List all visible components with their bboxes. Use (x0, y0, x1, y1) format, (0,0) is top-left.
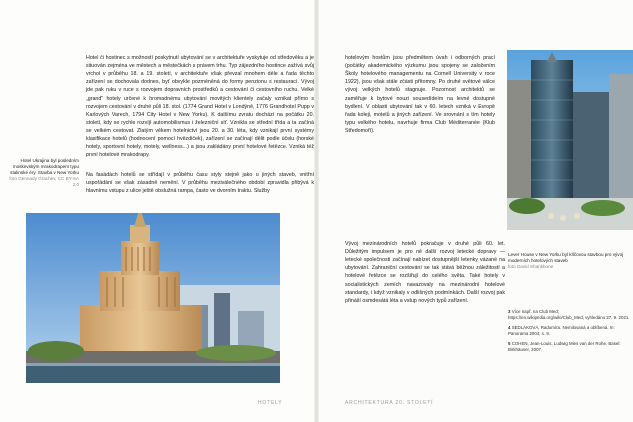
hotel-ukraina-caption-title: Hotel Ukrajina byl posledním moskevským mrakodrapem typu stalinské éry. Stavba v New Yorku (10, 158, 79, 175)
footnote (508, 309, 633, 321)
lever-house-photo (507, 50, 633, 230)
lever-house-caption-credit: foto David Shankbone (508, 264, 554, 269)
footnote-text: SEDLÁKOVÁ, Radomíra. Nemilovaná a oblíbená. In: Panorama 2004, s. 9. (508, 325, 615, 336)
footnote-number: 5 (508, 341, 511, 346)
footnote-number: 4 (508, 325, 511, 330)
right-column-text: hotelovým hostům jsou předmětem úvah i odborných prací (počátky akademického výzkumu jsou spojeny se založením Školy hotelového managementu na Cornell University v roce 1922), jsou však stále zčásti přítomny. Po druhé světové válce vývoj velkých hotelů stagnuje. Pozornost architektů se zaměřuje k bytové nouzi sousedídeím na levné dostupné bydlení. V oblasti ubytování tak v 60. letech vzniká v Evropě řada koleji, motelů a jiných zařízení. Ve srovnání s tím hotely typu velkého hotelu, navrhuje firma Club Méditerranée (Klub Středomoří). (345, 55, 495, 134)
hotel-ukraina-photo (26, 213, 280, 383)
running-head-left: HOTELY (258, 400, 283, 406)
footnote (508, 325, 633, 337)
right-column-text-wide: Vývoj mezinárodních hotelů pokračuje v druhé půli 60. let. Důležitým impulsem je pro ně další rozvoj letecké dopravy — letecké společnosti začínají nabízet dostupnější letenky vázané na ubytování. Zahraniční cestování se tak stává běžnou záležitostí a hotelové řetězce se rozšiřují do celého světa. Také hotely v socialistických zemích navazovaly na mezinárodní hotelové standardy, i když vznikaly v odlišných podmínkách. Další rozvoj pak přináší osmdesátá léta a vstup nových typů zařízení. (345, 241, 505, 304)
footnote-number: 3 (508, 309, 511, 314)
left-paragraph-2: Na fasádách hotelů se střídají v průběhu času styly stejně jako u jiných staveb, vnitřní uspořádání se však zásadně nemění. V průběhu meziválečného období zpravidla přibývá k hlavnímu vstupu z ulice ještě obslužná rampa, často ve dvorním traktu. Služby (86, 172, 314, 195)
footnote-text: COHEN, Jean-Louis. Ludwig Mies van der Rohe. Basel: Birkhäuser, 2007. (508, 341, 621, 352)
book-gutter (314, 0, 319, 422)
footnotes (508, 309, 633, 357)
running-head-right: ARCHITEKTURA 20. STOLETÍ (345, 400, 434, 406)
hotel-ukraina-caption-credit: foto Gennady Grachev, CC BY-SA 2.0 (9, 176, 79, 187)
lever-house-caption (508, 252, 633, 270)
right-body-text-wide (345, 232, 505, 387)
lever-house-caption-title: Lever House v New Yorku byl klíčovou stavbou pro vývoj moderních hotelových staveb (508, 252, 624, 263)
hotel-ukraina-caption (4, 158, 79, 188)
left-paragraph-1: Hotel či hostinec s možností poskytnutí ubytování se v architektuře vyskytuje od středověku a je situován zejména ve městech a městečkách s právem trhu. Typ zájezdního hostince zažívá svůj vrchol v průběhu 18. a 19. století, v architektuře však převzal mnohem déle a řada těchto zařízení se dochovala dodnes, byť obvykle pozměněná do formy penzionu s restaurací. Vývoj jde pak ruku v ruce s rozvojem dopravních prostředků a cestování či cestovního ruchu. Velké „grand" hotely určené k hromadnému ubytování movitých klientely začaly vznikat přímo s rozvojem cestování v druhé půli 18. stol. (1774 Grand Hotel v Londýně, 1776 Grandhotel Pupp v Karlových Varech, 1794 City Hotel v New Yorku). K dalšímu zvratu dochází na počátku 20. století, kdy se rychle rozvíjí automobilismus i železniční síť. Vznikla se střední třída a ta začíná se velkém cestovat. Zlatým věkem hotelnictví jsou 20. a 30. léta, kdy vznikají první systémy klasifikace hotelů (hodnocení pomocí hvězdiček), zařízení se začínají dělit podle účelu (horské hotely, sportovní hotely, motely, wellness...) a jsou zakládány první hotelové řetězce. Vzniká též první hotelové mrakodrapy. (86, 55, 314, 159)
left-body-text-continued (86, 163, 314, 198)
footnote-text: Více např. na Club Med; https://en.wikipedia.org/wiki/Club_Med, vyhledáno 27. 9. 2021. (508, 309, 630, 320)
footnote (508, 341, 633, 353)
